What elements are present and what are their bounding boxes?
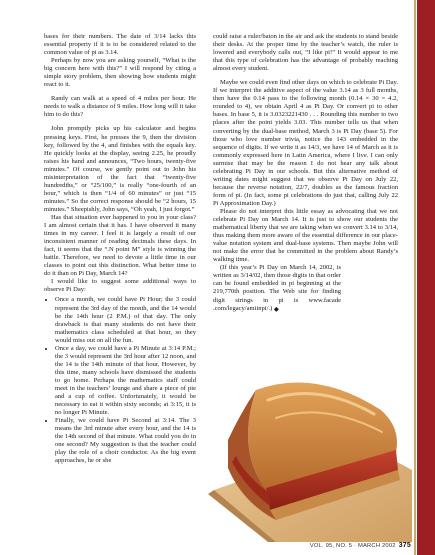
paragraph: I would like to suggest some additional ways to observe Pi Day: <box>44 278 196 294</box>
issue-info: VOL. 95, NO. 5 · MARCH 2002 <box>309 543 396 549</box>
suggestion-list <box>44 296 196 465</box>
list-item: • Finally, we could have Pi Second at 3:14. The 3 means the 3rd minute after every hour, and the 14 is the 14th second of that minute. What could you do in one second? My suggestion is that the teacher could play the role of a choir conductor. As the big event approaches, he or she <box>55 417 196 465</box>
paragraph: Perhaps by now you are asking yourself, “What is the big concern here with this?” I will respond by citing a simple story problem, then showing how students might react to it. <box>44 57 196 89</box>
paragraph: Please do not interpret this little essay as advocating that we not celebrate Pi Day on March 14. It is just to show our students the mathematical liberty that we are taking when we convert 3.14 to 3/14, thus making them more aware of the essential difference in our place-value notation system and dual-base systems. Then maybe John will not make the error that he committed in the problem about Randy’s walking time. <box>213 207 398 264</box>
left-column <box>44 33 196 465</box>
paragraph <box>213 264 341 312</box>
story-problem: Randy can walk at a speed of 4 miles per hour. He needs to walk a distance of 9 miles. How long will it take him to do this? <box>44 95 196 119</box>
accent-side-bar <box>417 0 435 555</box>
list-item: • Once a day, we could have a Pi Minute at 3:14 P.M.; the 3 would represent the 3rd hour after 12 noon, and the 14 is the 14th minute of that hour. However, by this time, many schools have dismissed the students to go home. Perhaps the mathematics staff could meet in the teachers’ lounge and share a piece of pie and a cup of coffee. Unfortunately, it would be necessary to eat it within sixty seconds; at 3:15, it is no longer Pi Minute. <box>55 345 196 417</box>
end-mark-icon: ◆ <box>273 305 279 313</box>
paragraph: John promptly picks up his calculator and begins pressing keys. First, he presses the 9, then the division key, followed by the 4, and finishes with the equals key. He quickly looks at the display, seeing 2.25, he proudly raises his hand and announces, “Two hours, twenty-five minutes.” Of course, we gently point out to John his misinterpretation of the fact that “twenty-five hundredths,” or “25/100,” is really “one-fourth of an hour,” which is then “1/4 of 60 minutes” or just “15 minutes.” So the correct response should be “2 hours, 15 minutes.” Sheepishly, John says, “Oh yeah, I just forgot.” <box>44 125 196 213</box>
paragraph: could raise a ruler/baton in the air and ask the students to stand beside their desks. At the proper time by the teacher’s watch, the ruler is lowered and everybody calls out, “I like pi!” It would appear to me that this type of celebration has the advantage of probably reaching almost every student. <box>213 33 398 73</box>
paragraph: bases for their numbers. The date of 3/14 lacks this essential property if it is to be considered related to the common value of pi as 3.14. <box>44 33 196 57</box>
paragraph: Maybe we could even find other days on which to celebrate Pi Day. If we interpret the additive aspect of the value 3.14 as 3 full months, then have the 0.14 pass to the following month (0.14 × 30 = 4.2, rounded to 4), we obtain April 4 as Pi Day. Or convert pi to other bases. In base 5, it is 3.0323221430 . . . Rounding this number to two places after the point yields 3.03. This number tells us that when converting by the dual-base method, March 3 is Pi Day (base 5). For those who love number trivia, notice the 143 embedded in the sequence of digits. If we write it as 14/3, we have 14 of March as it is commonly expressed here in Latin America, where I live. I can only surmise that may be the reason I do not hear any talk about celebrating Pi Day in our schools. But this alternative method of writing dates might suggest that we observe Pi Day on July 22, because the reverse notation, 22/7, doubles as the famous fraction form of pi. (In fact, some pi celebrations do just that, calling July 22 Pi Approximation Day.) <box>213 79 398 207</box>
pie-photo <box>206 370 412 542</box>
page-number: 375 <box>398 542 411 549</box>
page-footer <box>310 542 411 549</box>
right-column <box>213 33 398 313</box>
list-item: • Once a month, we could have Pi Hour; the 3 could represent the 3rd day of the month, and the 14 would be the 14th hour (2 P.M.) of that day. The only drawback is that many students do not have their mathematics class scheduled at that hour, so they would miss out on all the fun. <box>55 296 196 344</box>
paragraph: Has that situation ever happened to you in your class? I am almost certain that it has. I have observed it many times in my career. I feel it is largely a result of our inconsistent manner of reading decimals these days. In fact, it seems that the “.N point M” style is winning the battle. Therefore, we need to devote a little time in our classes to point out this distinction. What better time to do it than on Pi Day, March 14? <box>44 213 196 278</box>
closing-note: (If this year’s Pi Day on March 14, 2002, is written as 3/14/02, then those digits in that order can be found embedded in pi beginning at the 219,770th position. The Web site for finding digit strings in pi is www.facade .com/legacy/amiinpi/.) <box>213 264 341 312</box>
